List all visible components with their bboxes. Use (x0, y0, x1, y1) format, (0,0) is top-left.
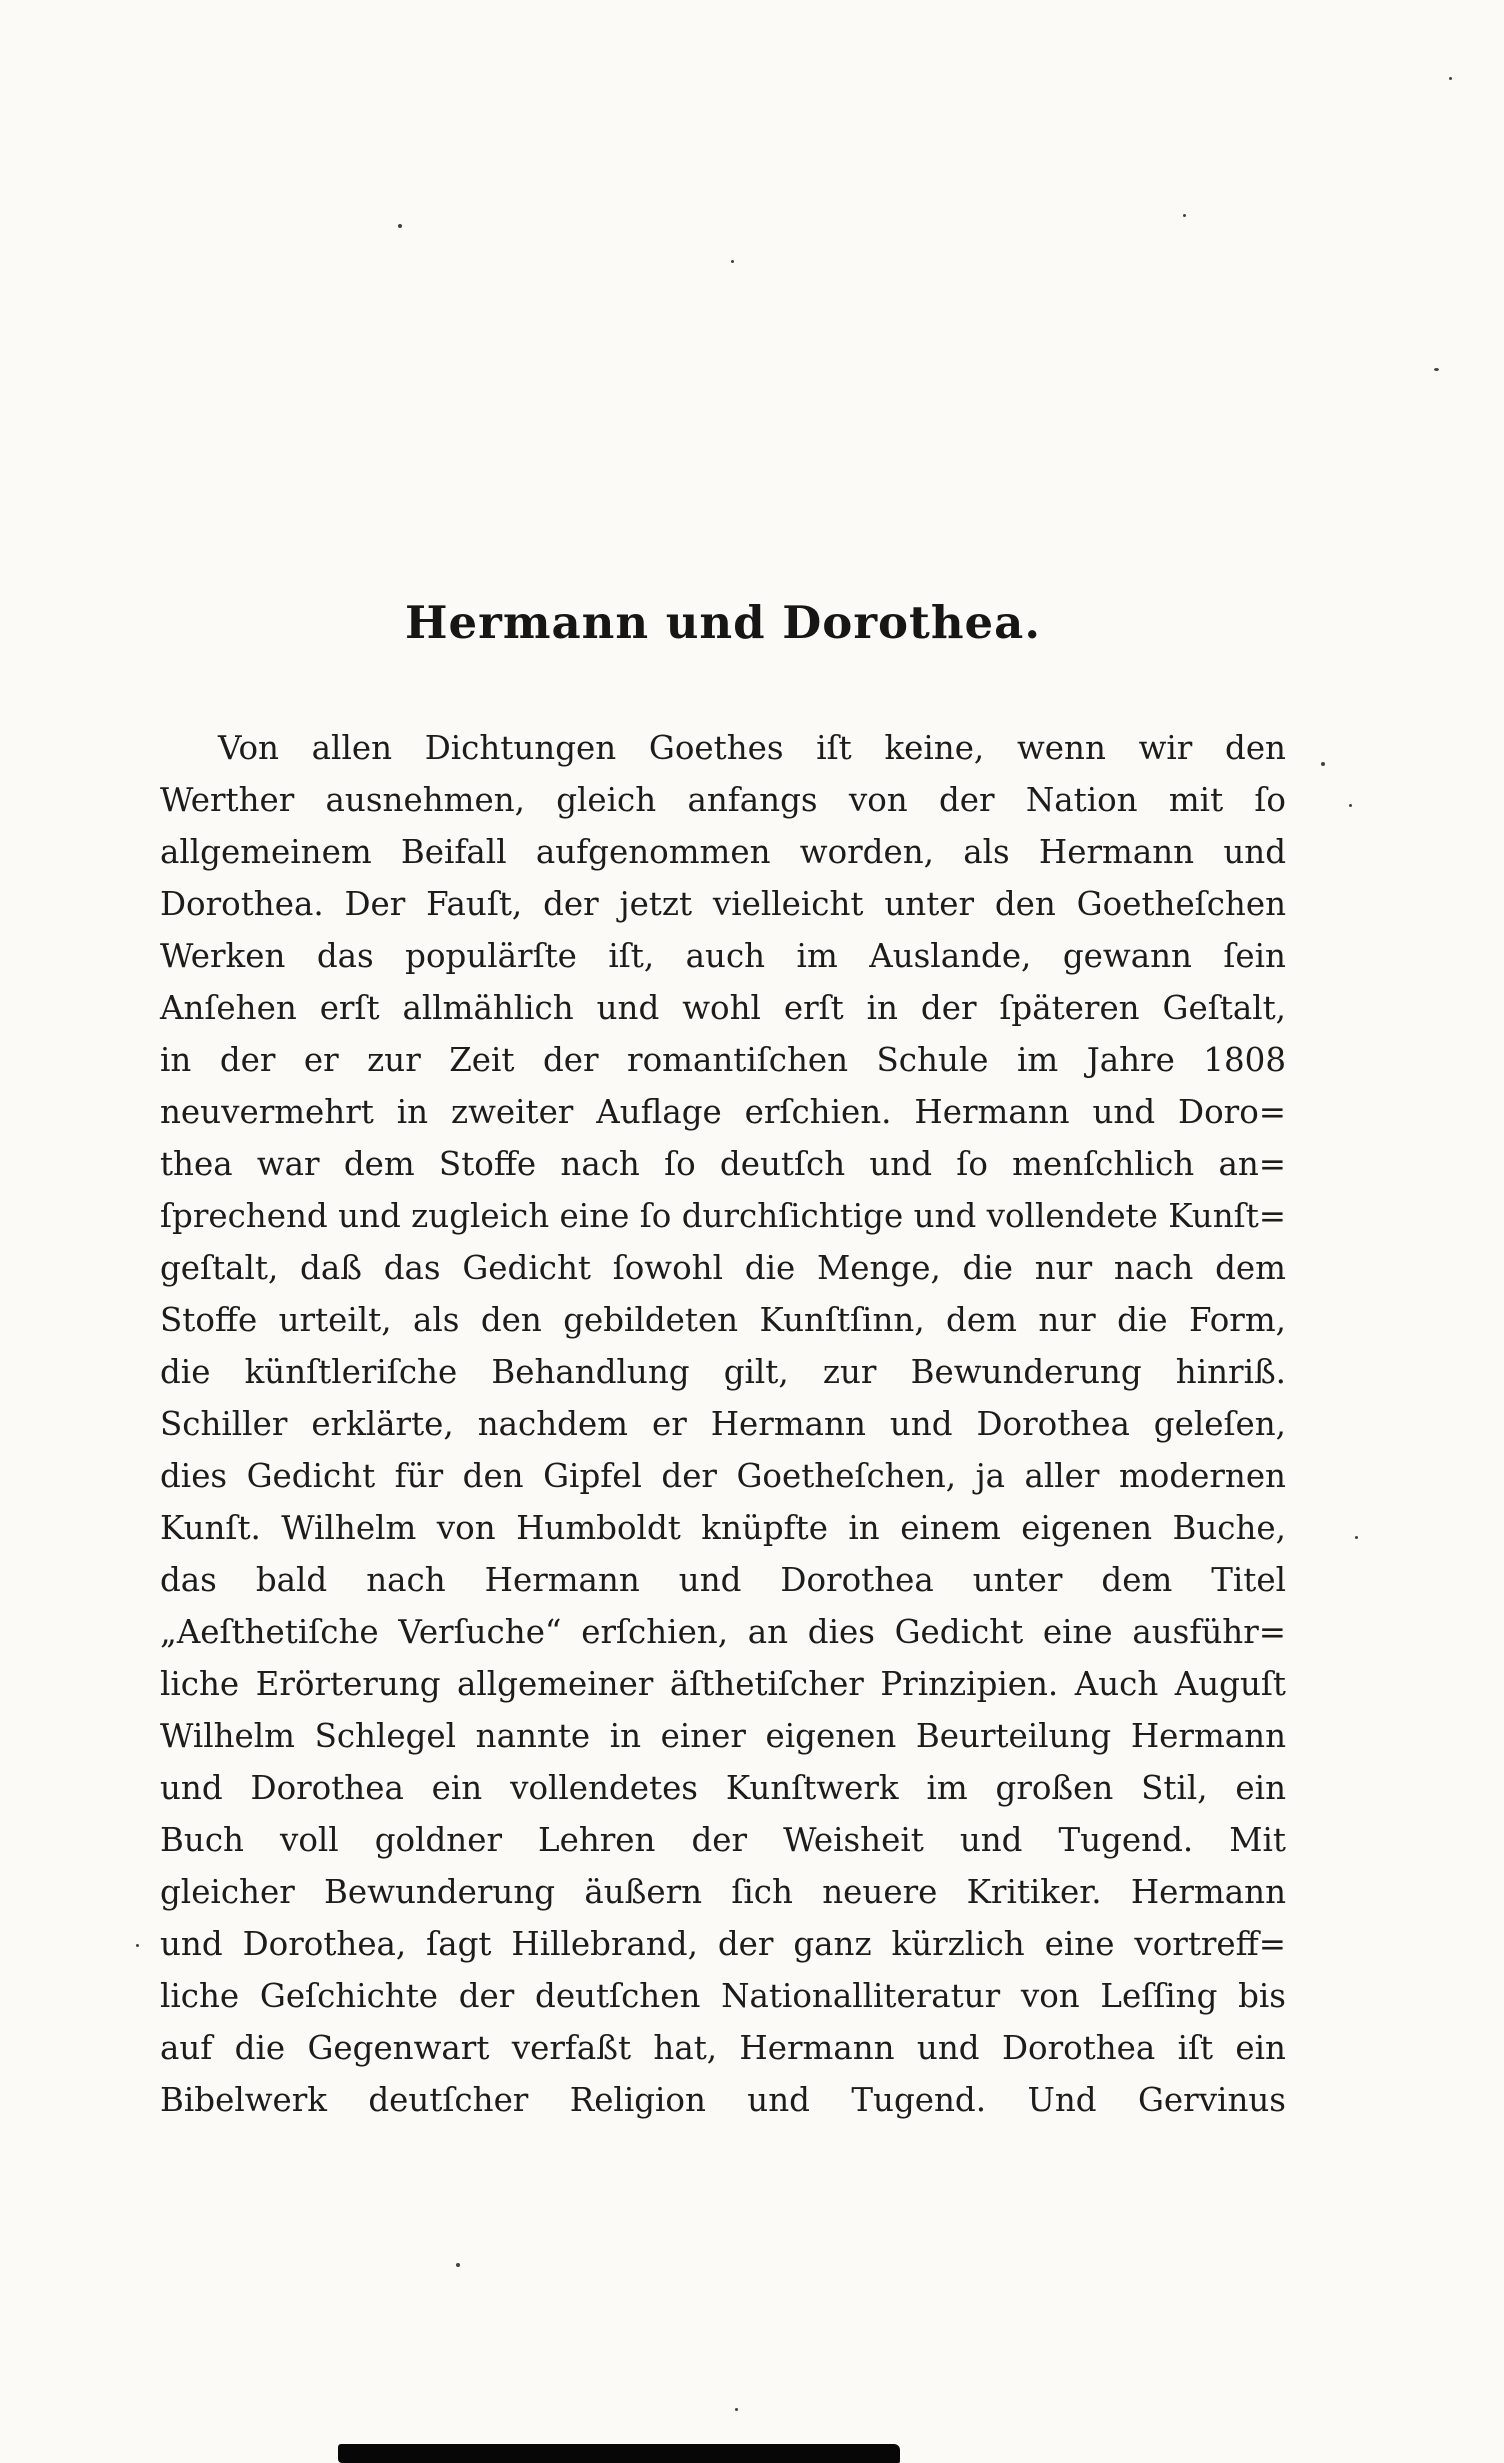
paragraph-line: thea war dem Stoffe nach ſo deutſch und ſo menſchlich an= (160, 1145, 1286, 1183)
paragraph-line: neuvermehrt in zweiter Auflage erſchien. Hermann und Doro= (160, 1093, 1286, 1131)
paragraph-line: gleicher Bewunderung äußern ſich neuere Kritiker. Hermann (160, 1873, 1286, 1911)
paragraph-line: das bald nach Hermann und Dorothea unter dem Titel (160, 1561, 1286, 1599)
paragraph-line: und Dorothea ein vollendetes Kunſtwerk im großen Stil, ein (160, 1769, 1286, 1807)
paragraph-line: liche Geſchichte der deutſchen Nationalliteratur von Leſſing bis (160, 1977, 1286, 2015)
paragraph-line: Dorothea. Der Fauſt, der jetzt vielleicht unter den Goetheſchen (160, 885, 1286, 923)
paragraph-line: Anſehen erſt allmählich und wohl erſt in der ſpäteren Geſtalt, (160, 989, 1286, 1027)
scan-speck (731, 260, 734, 263)
paragraph-line: geſtalt, daß das Gedicht ſowohl die Menge, die nur nach dem (160, 1249, 1286, 1287)
paragraph-line: Werther ausnehmen, gleich anfangs von der Nation mit ſo (160, 781, 1286, 819)
paragraph-line: Schiller erklärte, nachdem er Hermann und Dorothea geleſen, (160, 1405, 1286, 1443)
scan-speck (1434, 368, 1439, 371)
paragraph-line: Bibelwerk deutſcher Religion und Tugend. Und Gervinus (160, 2081, 1286, 2119)
paragraph-line: „Aeſthetiſche Verſuche“ erſchien, an dies Gedicht eine ausführ= (160, 1613, 1286, 1651)
paragraph-line: Kunſt. Wilhelm von Humboldt knüpfte in einem eigenen Buche, (160, 1509, 1286, 1547)
page-title: Hermann und Dorothea. (404, 596, 1041, 649)
scan-speck (136, 1944, 139, 1947)
paragraph-line: auf die Gegenwart verfaßt hat, Hermann und Dorothea iſt ein (160, 2029, 1286, 2067)
paragraph-line: Stoffe urteilt, als den gebildeten Kunſtſinn, dem nur die Form, (160, 1301, 1286, 1339)
paragraph-line: dies Gedicht für den Gipfel der Goetheſchen, ja aller modernen (160, 1457, 1286, 1495)
scan-speck (1449, 77, 1452, 80)
scan-speck (456, 2263, 460, 2267)
scan-speck (398, 224, 402, 228)
paragraph-line: in der er zur Zeit der romantiſchen Schule im Jahre 1808 (160, 1041, 1286, 1079)
paragraph-line: und Dorothea, ſagt Hillebrand, der ganz kürzlich eine vortreff= (160, 1925, 1286, 1963)
paragraph-line: liche Erörterung allgemeiner äſthetiſcher Prinzipien. Auch Auguſt (160, 1665, 1286, 1703)
scan-speck (735, 2408, 738, 2411)
scan-artifact-bar (338, 2444, 900, 2463)
scan-speck (1321, 762, 1325, 766)
scan-speck (1349, 804, 1352, 807)
paragraph-line: die künſtleriſche Behandlung gilt, zur Bewunderung hinriß. (160, 1353, 1286, 1391)
body-paragraph (160, 722, 1286, 2126)
scan-speck (1355, 1536, 1358, 1539)
paragraph-line: Von allen Dichtungen Goethes iſt keine, wenn wir den (218, 729, 1286, 767)
paragraph-line: Wilhelm Schlegel nannte in einer eigenen Beurteilung Hermann (160, 1717, 1286, 1755)
paragraph-line: Werken das populärſte iſt, auch im Auslande, gewann ſein (160, 937, 1286, 975)
paragraph-line: ſprechend und zugleich eine ſo durchſichtige und vollendete Kunſt= (160, 1197, 1286, 1235)
paragraph-line: Buch voll goldner Lehren der Weisheit und Tugend. Mit (160, 1821, 1286, 1859)
paragraph-line: allgemeinem Beifall aufgenommen worden, als Hermann und (160, 833, 1286, 871)
scan-speck (1183, 214, 1186, 217)
